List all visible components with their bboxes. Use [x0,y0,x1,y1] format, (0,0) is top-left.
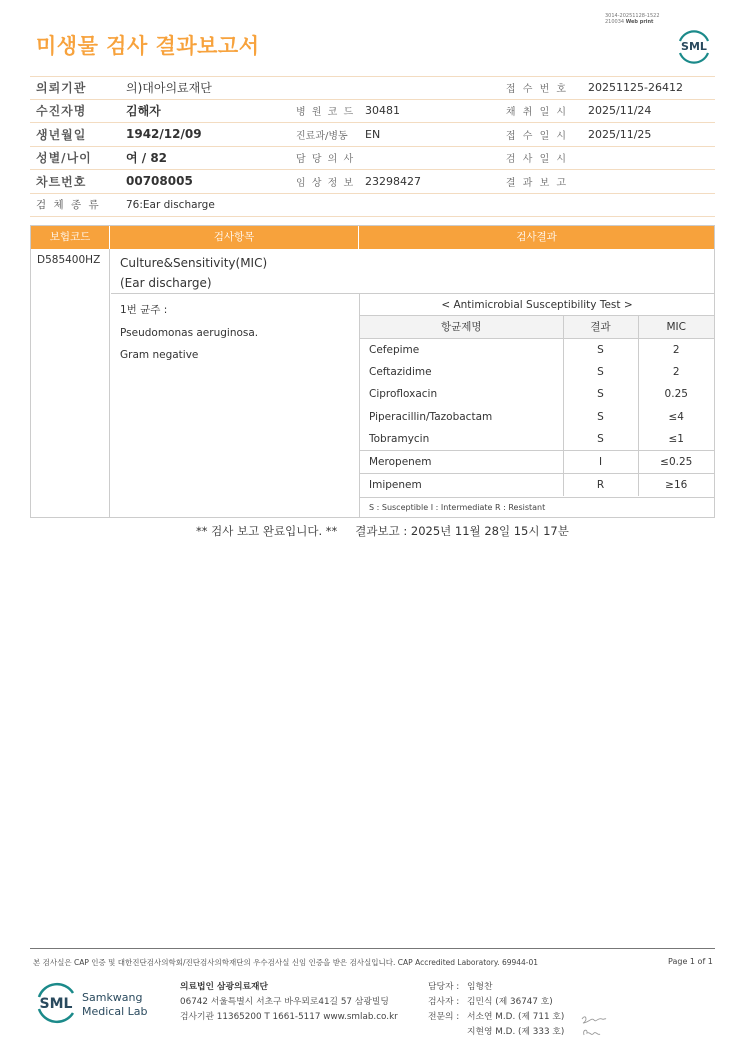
ast-header-mic: MIC [638,316,714,338]
info-row-6 [30,194,715,218]
drug-name: Ciprofloxacin [369,388,438,401]
sex-age-label: 성별/나이 [36,151,92,166]
logo-bottom-name2: Medical Lab [82,1005,148,1018]
drug-name: Cefepime [369,343,420,356]
doctor-label: 담 당 의 사 [296,154,355,166]
isolate-label: 1번 균주 : [120,304,168,316]
drug-name: Tobramycin [369,433,430,445]
info-row-5 [30,170,715,194]
specimen-label: 검 체 종 류 [36,199,101,212]
info-row-4 [30,147,715,171]
list-item [428,1025,564,1040]
test-name-line2: (Ear discharge) [120,276,212,290]
staff-name: 임형찬 [467,982,493,992]
hospital-code-value: 30481 [365,104,400,118]
organism-name: Pseudomonas aeruginosa. [120,326,259,339]
hospital-code-label: 병 원 코 드 [296,107,355,119]
sex-age-value: 여 / 82 [126,151,168,166]
ast-header-drug: 항균제명 [360,316,563,338]
org-name: 의료법인 삼광의료재단 [180,982,269,992]
drug-result: S [563,338,638,361]
col-item-header: 검사항목 [110,226,359,249]
report-label: 결 과 보 고 [505,177,569,189]
logo-bottom-sml: SML [39,996,73,1012]
org-address: 06742 서울특별시 서초구 바우뫼로41길 57 삼광빌딩 [180,997,389,1007]
drug-result: S [563,383,638,406]
drug-name: Ceftazidime [369,365,432,378]
print-id-line2: 210034 [605,19,625,25]
requester-value: 의)대아의료재단 [126,81,212,96]
completion-text: ** 검사 보고 완료입니다. ** [196,524,338,538]
table-row [360,451,714,474]
samkwang-logo-icon [36,981,156,1025]
table-row [360,338,714,361]
requester-label: 의뢰기관 [36,81,87,96]
logo-top-text: SML [681,40,707,53]
drug-name: Meropenem [360,451,563,474]
name-label: 수진자명 [36,104,87,119]
print-label: Web print [625,19,654,25]
drug-result: S [563,406,638,429]
staff-list [428,980,564,1040]
org-contact: 검사기관 11365200 T 1661-5117 www.smlab.co.kr [180,1012,398,1022]
ast-title: < Antimicrobial Susceptibility Test > [360,294,714,316]
staff-name: 지현영 M.D. (제 333 호) [467,1027,565,1037]
page-number: Page 1 of 1 [668,957,713,966]
info-row-3 [30,123,715,147]
print-id-line1: 3014-20251128-1522 [605,13,660,19]
dob-label: 생년월일 [36,127,87,142]
drug-mic: ≤4 [638,406,714,429]
info-row-1 [30,76,715,100]
report-title: 미생물 검사 결과보고서 [36,34,260,58]
info-row-2 [30,100,715,124]
test-name [111,249,714,294]
drug-name: Piperacillin/Tazobactam [369,410,493,423]
clinical-info-value: 23298427 [365,174,421,188]
drug-mic: ≥16 [638,473,714,496]
drug-mic: 2 [638,338,714,361]
drug-name: Imipenem [360,473,563,496]
table-row [360,406,714,429]
name-value: 김해자 [126,104,161,119]
receipt-no-label: 접 수 번 호 [505,84,569,96]
test-date-label: 검 사 일 시 [505,154,569,166]
staff-role: 검사자 : [428,997,460,1007]
receipt-date-label: 접 수 일 시 [505,130,569,142]
staff-name: 서소연 M.D. (제 711 호) [467,1012,565,1022]
report-time: 결과보고 : 2025년 11월 28일 15시 17분 [355,524,569,538]
accreditation-note: 본 검사실은 CAP 인증 및 대한진단검사의학회/진단검사의학재단의 우수검사실 신임 인증을 받은 검사실입니다. CAP Accredited Laboratory. 69944-01 [33,958,539,967]
drug-mic: ≤1 [638,428,714,451]
patient-info-table [30,76,715,217]
results-header [31,226,714,249]
collect-date-value: 2025/11/24 [588,104,652,118]
clinical-info-label: 임 상 정 보 [296,177,355,189]
print-id [605,13,660,25]
insurance-code: D585400HZ [31,249,110,517]
receipt-date-value: 2025/11/25 [588,127,652,141]
chart-no-value: 00708005 [126,174,193,189]
col-code-header: 보험코드 [31,226,110,249]
staff-role: 담당자 : [428,982,460,992]
organism-info [111,294,360,517]
list-item [428,980,564,995]
drug-mic: 0.25 [638,383,714,406]
dept-label: 진료과/병동 [296,130,348,142]
table-row [360,473,714,496]
table-row [360,383,714,406]
drug-result: S [563,428,638,451]
drug-result: R [563,473,638,496]
staff-role: 전문의 : [428,1012,460,1022]
collect-date-label: 채 취 일 시 [505,107,569,119]
ast-panel [360,294,714,517]
organization-info [180,980,398,1025]
completion-line [196,523,569,539]
gram-stain: Gram negative [120,349,199,361]
signature-icon [578,1011,608,1041]
table-row [360,361,714,384]
dept-value: EN [365,127,381,141]
footer-divider [30,948,715,949]
chart-no-label: 차트번호 [36,174,87,189]
sml-logo-icon [676,28,712,64]
receipt-no-value: 20251125-26412 [588,81,683,95]
results-table [30,225,715,518]
drug-result: S [563,361,638,384]
col-result-header: 검사결과 [516,231,557,243]
drug-result: I [563,451,638,474]
ast-table [360,316,714,496]
drug-mic: ≤0.25 [638,451,714,474]
list-item [428,995,564,1010]
drug-mic: 2 [638,361,714,384]
dob-value: 1942/12/09 [126,127,202,142]
logo-bottom-name1: Samkwang [82,991,143,1004]
ast-header-result: 결과 [563,316,638,338]
specimen-value: 76:Ear discharge [126,198,215,211]
ast-legend: S : Susceptible I : Intermediate R : Resistant [360,497,714,517]
list-item [428,1010,564,1025]
table-row [360,428,714,451]
staff-name: 김민식 (제 36747 호) [467,997,553,1007]
staff-role [428,1025,467,1040]
test-name-line1: Culture&Sensitivity(MIC) [120,256,268,270]
